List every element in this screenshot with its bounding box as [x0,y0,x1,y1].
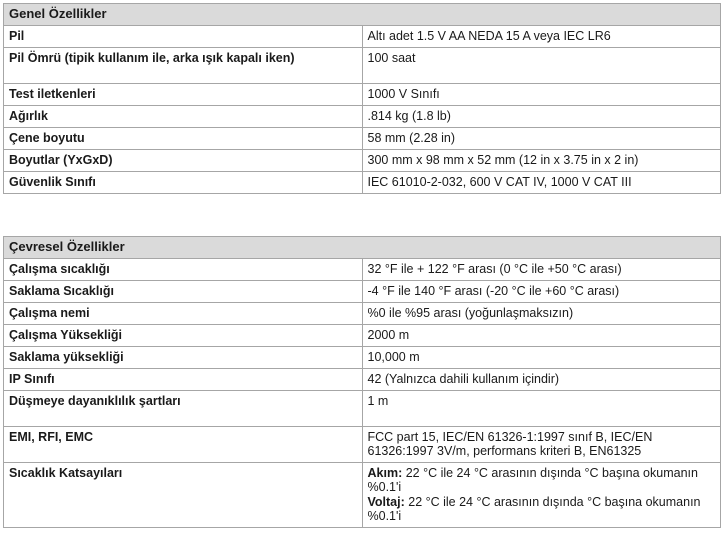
spec-key: Çalışma nemi [4,302,363,324]
spec-value: Altı adet 1.5 V AA NEDA 15 A veya IEC LR6 [362,25,721,47]
voltage-label: Voltaj: [367,494,405,509]
voltage-coefficient-value: 22 °C ile 24 °C arasının dışında °C başına okumanın %0.1'i [367,494,701,523]
environmental-specs-title: Çevresel Özellikler [4,237,721,259]
environmental-specs-table [3,236,721,528]
current-label: Akım: [367,465,403,480]
spec-key: Ağırlık [4,105,363,127]
spec-value [362,462,721,527]
spec-key: Pil Ömrü (tipik kullanım ile, arka ışık kapalı iken) [4,47,363,83]
general-specs-table [3,3,721,194]
spec-value: 1000 V Sınıfı [362,83,721,105]
spec-key: Çene boyutu [4,127,363,149]
voltage-coefficient-line [368,495,716,524]
table-row [4,83,721,105]
spec-value: -4 °F ile 140 °F arası (-20 °C ile +60 °C arası) [362,280,721,302]
general-specs-title: Genel Özellikler [4,4,721,26]
spec-key: Boyutlar (YxGxD) [4,149,363,171]
environmental-specs-header [4,237,721,259]
spec-key: Saklama yüksekliği [4,346,363,368]
table-row [4,258,721,280]
table-row [4,149,721,171]
table-row [4,324,721,346]
table-row [4,171,721,193]
table-row [4,426,721,462]
spec-key: EMI, RFI, EMC [4,426,363,462]
spec-value: .814 kg (1.8 lb) [362,105,721,127]
spec-key: Test iletkenleri [4,83,363,105]
table-row [4,25,721,47]
table-row [4,127,721,149]
current-coefficient-line [368,466,716,495]
spec-value: 32 °F ile + 122 °F arası (0 °C ile +50 °C arası) [362,258,721,280]
spec-value: 300 mm x 98 mm x 52 mm (12 in x 3.75 in x 2 in) [362,149,721,171]
spec-key: Güvenlik Sınıfı [4,171,363,193]
spec-value: 2000 m [362,324,721,346]
spec-value: FCC part 15, IEC/EN 61326-1:1997 sınıf B, IEC/EN 61326:1997 3V/m, performans kriteri B, EN61325 [362,426,721,462]
spec-key: Çalışma Yüksekliği [4,324,363,346]
spec-value: 58 mm (2.28 in) [362,127,721,149]
table-row [4,105,721,127]
spec-key: IP Sınıfı [4,368,363,390]
spec-value: 42 (Yalnızca dahili kullanım içindir) [362,368,721,390]
general-specs-header [4,4,721,26]
spec-key: Pil [4,25,363,47]
table-row [4,462,721,527]
current-coefficient-value: 22 °C ile 24 °C arasının dışında °C başına okumanın %0.1'i [367,465,698,494]
table-row [4,368,721,390]
spec-key: Sıcaklık Katsayıları [4,462,363,527]
spec-key: Çalışma sıcaklığı [4,258,363,280]
spec-value: 1 m [362,390,721,426]
table-row [4,302,721,324]
spec-key: Saklama Sıcaklığı [4,280,363,302]
spec-value: IEC 61010-2-032, 600 V CAT IV, 1000 V CAT III [362,171,721,193]
table-row [4,47,721,83]
spec-value: %0 ile %95 arası (yoğunlaşmaksızın) [362,302,721,324]
spec-value: 100 saat [362,47,721,83]
spec-key: Düşmeye dayanıklılık şartları [4,390,363,426]
table-row [4,346,721,368]
table-row [4,280,721,302]
spec-value: 10,000 m [362,346,721,368]
table-row [4,390,721,426]
